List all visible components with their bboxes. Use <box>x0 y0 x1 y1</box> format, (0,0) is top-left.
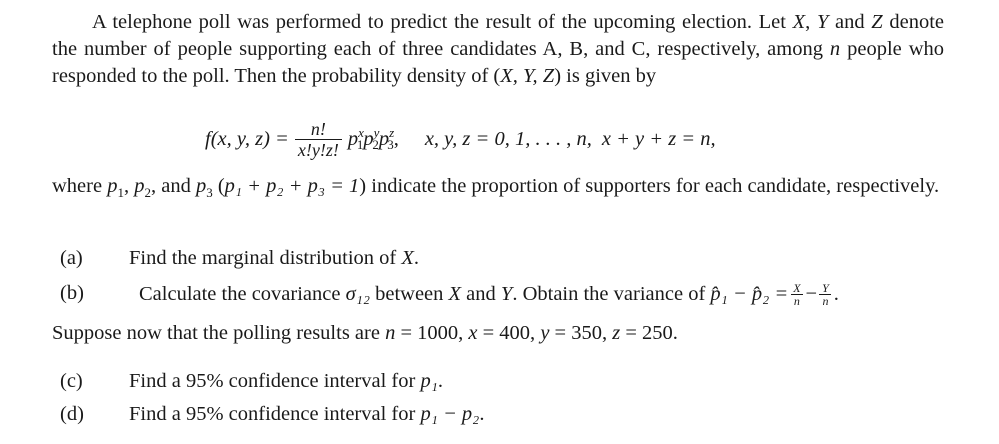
pdf-formula <box>205 114 716 164</box>
after-text: , and <box>150 175 196 197</box>
var-y: y <box>540 322 550 344</box>
comma: , <box>393 127 399 150</box>
suppose-paragraph <box>52 322 678 345</box>
frac-denominator: n <box>791 294 803 307</box>
part-c-label: (c) <box>60 370 83 392</box>
sub-2: 2 <box>144 185 151 201</box>
minus-sign: − <box>805 283 818 305</box>
var-X: X <box>401 247 414 269</box>
question-text: Find a 95% confidence interval for <box>129 370 421 392</box>
value-z: = 250. <box>620 322 678 344</box>
p-symbol: p <box>134 175 145 197</box>
period: . <box>413 247 420 269</box>
part-a-label: (a) <box>60 247 83 269</box>
intro-text: people who responded to the poll. Then the probability density of ( <box>52 38 945 87</box>
var-z: z <box>612 322 621 344</box>
sub-2: 2 <box>372 137 379 153</box>
var-x: x <box>468 322 478 344</box>
support-range: x, y, z = 0, 1, . . . , n, <box>424 127 592 150</box>
fraction-X-over-n <box>790 282 803 307</box>
intro-text: denote the number of people supporting each of three candidates A, B, and C, respectively, among <box>52 11 944 60</box>
part-b-label: (b) <box>60 282 84 304</box>
question-text: Calculate the covariance <box>139 283 346 305</box>
value-x: = 400, <box>477 322 541 344</box>
exp-z: z <box>389 124 395 140</box>
question-text: and <box>461 283 501 305</box>
question-text: . Obtain the variance of <box>512 283 711 305</box>
var-X: X <box>448 283 462 305</box>
var-Y: Y <box>816 11 829 33</box>
var-n: n <box>829 38 841 60</box>
part-d-label: (d) <box>60 403 84 425</box>
var-n: n <box>385 322 396 344</box>
formula-lhs: f(x, y, z) = <box>205 127 289 150</box>
multinomial-coefficient <box>295 119 342 160</box>
frac-numerator: Y <box>822 281 829 295</box>
value-y: = 350, <box>549 322 613 344</box>
p-symbol: p <box>378 127 390 150</box>
var-p1: p₁ <box>420 370 438 392</box>
suppose-text: Suppose now that the polling results are <box>52 322 386 344</box>
period: . <box>479 403 485 425</box>
part-c-text <box>129 370 443 393</box>
covariance-symbol: σ₁₂ <box>345 283 370 305</box>
sub-1: 1 <box>117 185 124 201</box>
frac-numerator: n! <box>310 118 326 139</box>
question-text: between <box>369 283 449 305</box>
question-text: Find a 95% confidence interval for <box>129 403 421 425</box>
after-paragraph <box>52 173 944 206</box>
frac-numerator: X <box>793 281 801 295</box>
intro-paragraph <box>52 9 944 90</box>
after-text: ( <box>212 175 225 197</box>
period: . <box>437 370 443 392</box>
probability-product <box>348 125 399 154</box>
var-p1-minus-p2: p₁ − p₂ <box>420 403 480 425</box>
intro-text: ) is given by <box>554 65 657 87</box>
sub-3: 3 <box>387 137 394 153</box>
exp-x: x <box>358 124 364 140</box>
comma: , <box>805 11 817 33</box>
sum-constraint: p₁ + p₂ + p₃ = 1 <box>224 175 360 197</box>
after-text: ) indicate the proportion of supporters for each candidate, respectively. <box>359 175 940 197</box>
value-n: = 1000, <box>395 322 469 344</box>
frac-denominator: n <box>819 294 831 307</box>
var-Y: Y <box>500 283 513 305</box>
p-symbol: p <box>195 175 207 197</box>
var-X: X <box>792 11 806 33</box>
part-a-text <box>129 247 419 270</box>
fraction-Y-over-n <box>819 282 832 307</box>
var-Z: Z <box>871 11 883 33</box>
sum-constraint: x + y + z = n, <box>601 127 716 150</box>
after-text: , <box>123 175 135 197</box>
p-symbol: p <box>347 127 359 150</box>
sub-1: 1 <box>356 137 364 153</box>
part-d-text <box>129 403 484 426</box>
sub-3: 3 <box>206 185 213 201</box>
p-symbol: p <box>107 175 118 197</box>
after-text: where <box>52 175 108 197</box>
part-b-text <box>139 282 839 307</box>
estimator-difference: p̂₁ − p̂₂ = <box>710 283 789 305</box>
vector-XYZ: X, Y, Z <box>500 65 555 87</box>
p-symbol: p <box>363 127 374 150</box>
period: . <box>833 283 839 305</box>
intro-text: A telephone poll was performed to predict the result of the upcoming election. Let <box>92 11 793 33</box>
frac-denominator: x!y!z! <box>295 139 342 160</box>
intro-text: and <box>828 11 872 33</box>
question-text: Find the marginal distribution of <box>129 247 402 269</box>
exp-y: y <box>373 124 380 140</box>
